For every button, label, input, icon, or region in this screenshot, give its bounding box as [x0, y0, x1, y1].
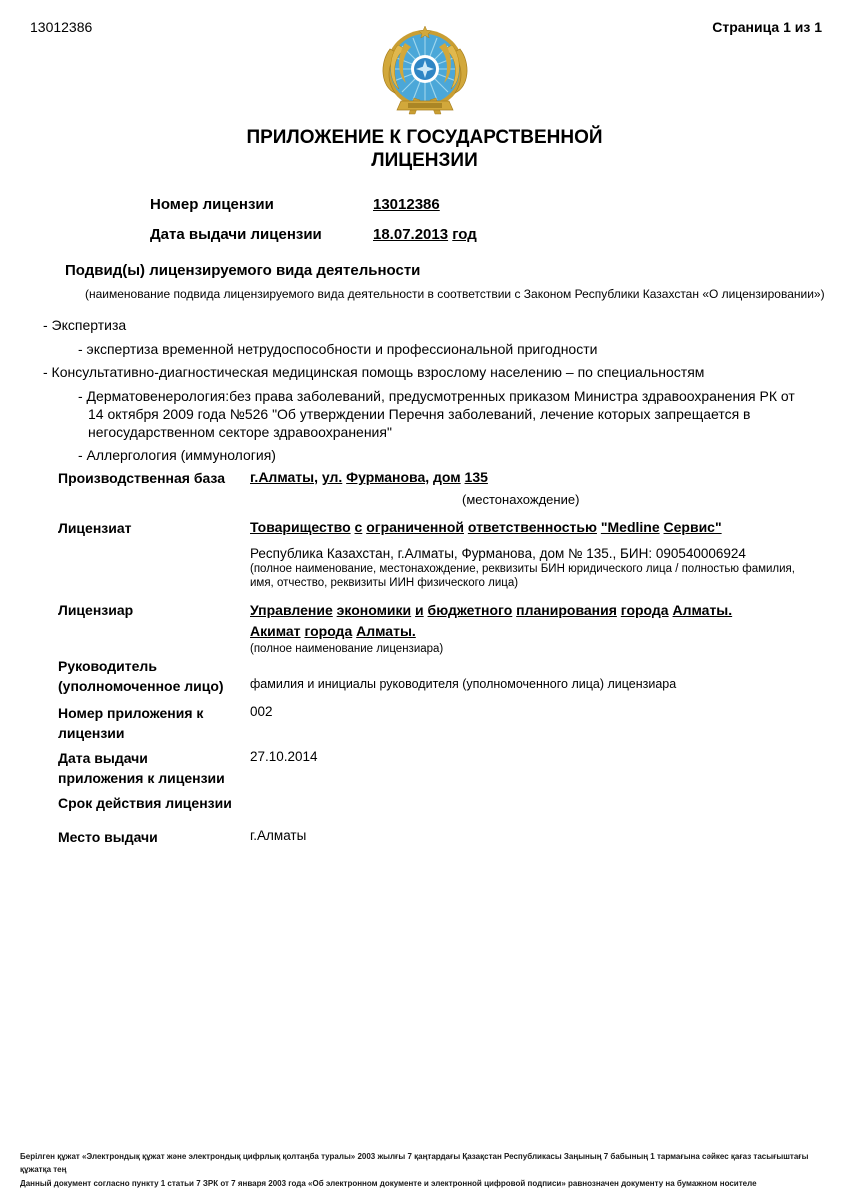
license-number-label: Номер лицензии [150, 196, 274, 213]
licensor-value: Управление экономики и бюджетного планирования города Алматы. Акимат города Алматы. [250, 602, 733, 639]
footer-note-ru: Данный документ согласно пункту 1 статьи 7 ЗРК от 7 января 2003 года «Об электронном документе и электронной цифровой подписи» равнозначен документу на бумажном носителе [20, 1178, 757, 1188]
appendix-number-label: Номер приложения к лицензии [58, 705, 204, 741]
licensor-note: (полное наименование лицензиара) [250, 643, 444, 655]
subtypes-section [0, 254, 849, 469]
license-date-label: Дата выдачи лицензии [150, 226, 322, 243]
validity-label: Срок действия лицензии [58, 795, 232, 811]
page-title [0, 126, 849, 172]
licensor-label: Лицензиар [58, 602, 134, 618]
licensee-value: Товарищество с ограниченной ответственностью "Medline Сервис" [250, 519, 722, 535]
head-label: Руководитель (уполномоченное лицо) [58, 658, 224, 694]
production-base-row [58, 468, 818, 508]
issue-place-value: г.Алматы [250, 828, 307, 843]
subtype-item: - Аллергология (иммунология) [78, 447, 276, 463]
legal-footer [20, 1150, 832, 1191]
licensor-row [58, 600, 818, 656]
page-title-line2: ЛИЦЕНЗИИ [371, 150, 478, 171]
subtypes-note: (наименование подвида лицензируемого вида деятельности в соответствии с Законом Республики Казахстан «О лицензировании») [85, 287, 825, 301]
head-value: фамилия и инициалы руководителя (уполномоченного лица) лицензиара [250, 677, 677, 691]
license-date-row [150, 226, 477, 244]
appendix-date-label: Дата выдачи приложения к лицензии [58, 750, 225, 786]
licensee-row [58, 518, 818, 590]
license-number-row [150, 196, 477, 214]
production-base-label: Производственная база [58, 470, 225, 486]
license-date-value: 18.07.2013 год [373, 226, 477, 243]
appendix-number-value: 002 [250, 704, 273, 719]
subtype-item: - Дерматовенерология:без права заболеваний, предусмотренных приказом Министра здравоохранения РК от 14 октября 2009 года №526 "Об утверждении Перечня заболеваний, лечение которых запрещается в негосударственном секторе здравоохранения" [78, 388, 795, 440]
kazakhstan-emblem-icon [375, 13, 475, 117]
page-indicator: Страница 1 из 1 [712, 19, 822, 35]
appendix-date-row [58, 748, 818, 788]
appendix-date-value: 27.10.2014 [250, 749, 318, 764]
production-base-value: г.Алматы, ул. Фурманова, дом 135 [250, 469, 488, 485]
license-number-value: 13012386 [373, 196, 440, 213]
license-summary [150, 196, 477, 256]
production-base-note: (местонахождение) [462, 492, 580, 507]
head-row [58, 656, 818, 696]
issue-place-row [58, 827, 818, 847]
fields-section [58, 460, 818, 847]
validity-row [58, 793, 818, 813]
licensee-note: (полное наименование, местонахождение, реквизиты БИН юридического лица / полностью фамилия, имя, отчество, реквизиты ИИН физического лица) [250, 563, 795, 589]
licensee-address: Республика Казахстан, г.Алматы, Фурманова, дом № 135., БИН: 090540006924 [250, 546, 746, 561]
subtypes-heading: Подвид(ы) лицензируемого вида деятельности [65, 262, 421, 279]
footer-note-kk: Берілген құжат «Электрондық құжат және электрондық цифрлық қолтаңба туралы» 2003 жылғы 7 қаңтардағы Қазақстан Республикасы Заңының 7 бабының 1 тармағына сәйкес қағаз тасығыштағы құжатқа тең [20, 1151, 809, 1174]
issue-place-label: Место выдачи [58, 829, 158, 845]
subtype-item: - экспертиза временной нетрудоспособности и профессиональной пригодности [78, 341, 598, 357]
doc-number: 13012386 [30, 19, 93, 35]
validity-value [250, 793, 818, 813]
page-title-line1: ПРИЛОЖЕНИЕ К ГОСУДАРСТВЕННОЙ [246, 127, 603, 148]
licensee-label: Лицензиат [58, 520, 132, 536]
subtype-item: - Экспертиза [43, 317, 127, 333]
appendix-number-row [58, 703, 818, 743]
subtype-item: - Консультативно-диагностическая медицинская помощь взрослому населению – по специальностям [43, 364, 705, 380]
